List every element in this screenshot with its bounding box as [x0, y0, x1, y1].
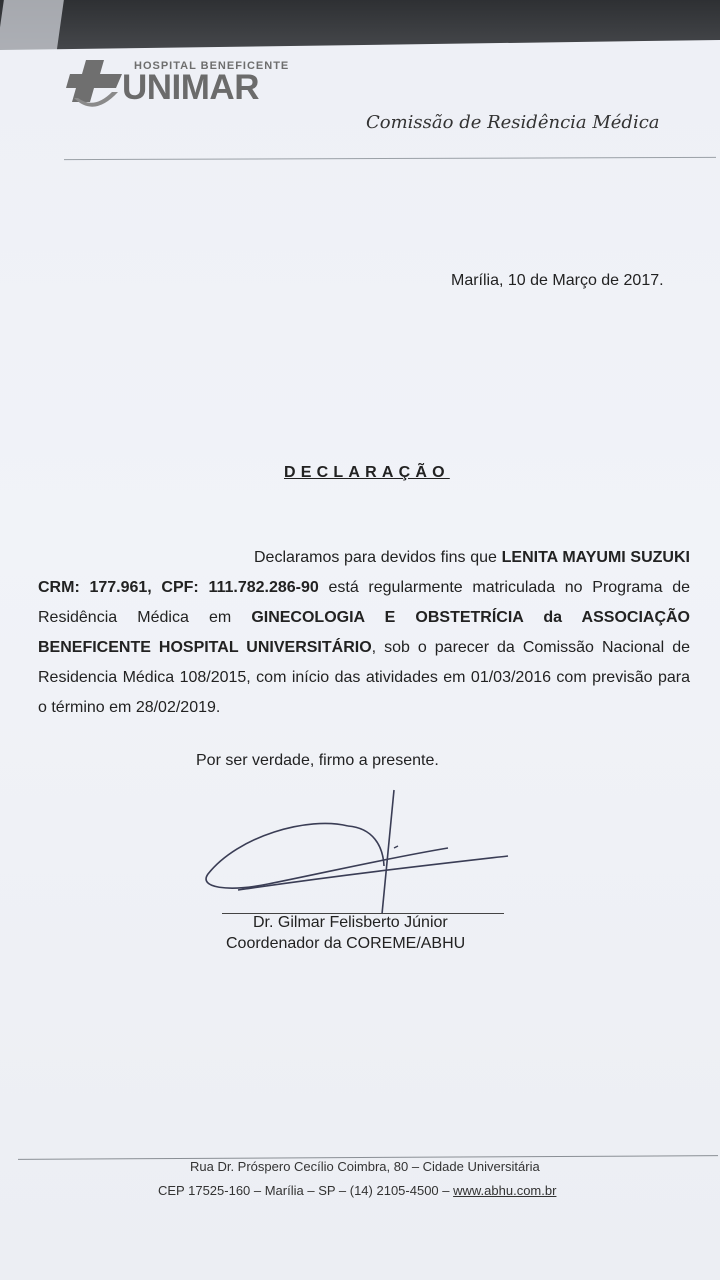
- logo-wordmark: UNIMAR: [122, 68, 259, 107]
- document-title: DECLARAÇÃO: [284, 464, 450, 481]
- underlying-paper-corner: [0, 0, 64, 55]
- footer-contact-text: CEP 17525-160 – Marília – SP – (14) 2105-4500 –: [158, 1183, 454, 1198]
- body-text-1: Declaramos para devidos fins que: [254, 549, 502, 566]
- hospital-logo: [64, 58, 290, 120]
- footer-contact: [158, 1183, 556, 1198]
- person-identification: LENITA MAYUMI SUZUKI CRM: 177.961, CPF: 111.782.286-90: [38, 549, 690, 596]
- declaration-paragraph: [38, 543, 690, 723]
- body-text-2: está regularmente matriculada no Programa de Residência Médica em: [38, 579, 691, 626]
- signer-name: Dr. Gilmar Felisberto Júnior: [253, 914, 448, 931]
- footer-address: Rua Dr. Próspero Cecílio Coimbra, 80 – Cidade Universitária: [190, 1159, 540, 1174]
- handwritten-signature: [198, 786, 518, 916]
- program-institution: GINECOLOGIA E OBSTETRÍCIA da ASSOCIAÇÃO BENEFICENTE HOSPITAL UNIVERSITÁRIO: [38, 609, 691, 656]
- cross-plus-icon: [64, 58, 126, 118]
- closing-statement: Por ser verdade, firmo a presente.: [196, 752, 439, 769]
- logo-subtitle: HOSPITAL BENEFICENTE: [134, 60, 290, 72]
- signer-role: Coordenador da COREME/ABHU: [226, 935, 466, 952]
- body-text-3: , sob o parecer da Comissão Nacional de Residencia Médica 108/2015, com início das atividades em 01/03/2016 com previsão para o término em 28/02/2019.: [38, 639, 691, 716]
- document-date: Marília, 10 de Março de 2017.: [451, 272, 664, 289]
- footer-website-link[interactable]: www.abhu.com.br: [453, 1183, 557, 1198]
- header-title: Comissão de Residência Médica: [366, 112, 660, 133]
